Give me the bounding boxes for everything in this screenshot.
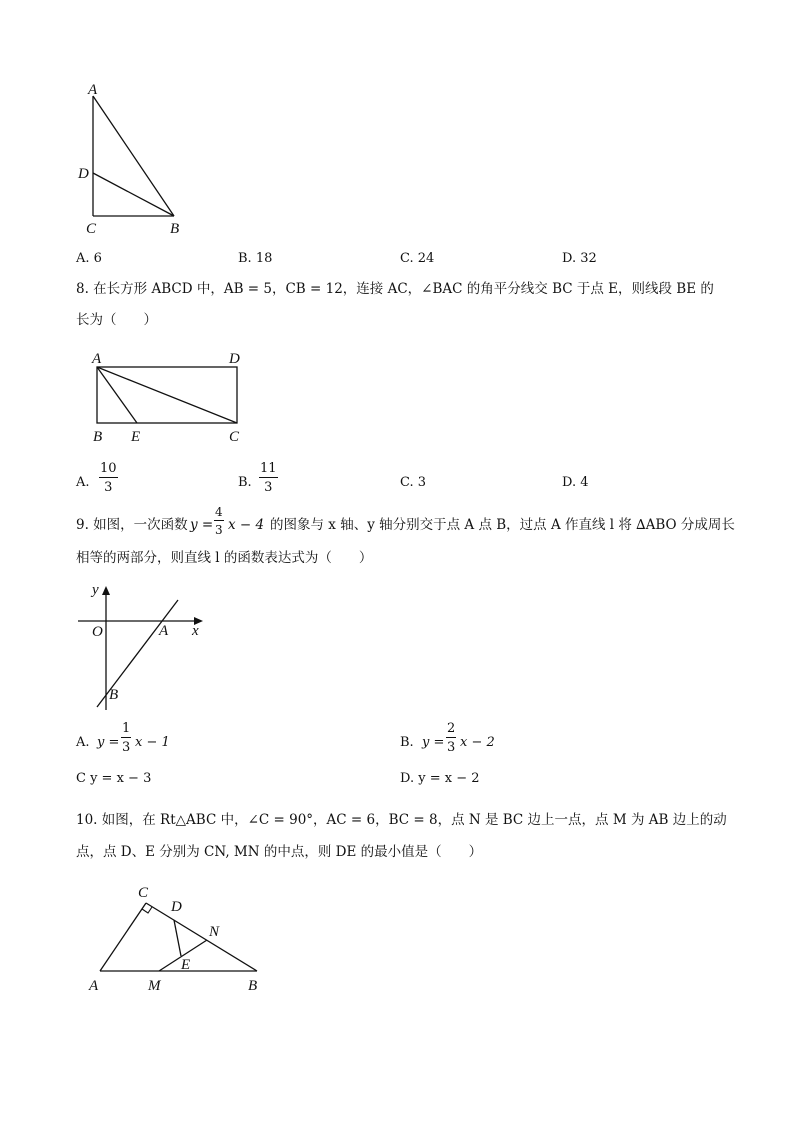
q10-label-c: C	[138, 885, 149, 901]
q8-label-e: E	[131, 429, 141, 445]
q8-option-a-numerator: 10	[100, 461, 117, 476]
q8-label-c: C	[229, 429, 240, 445]
q9-question-line1-end: 的图象与 x 轴、y 轴分别交于点 A 点 B，过点 A 作直线 l 将 ∆ABO 分成周长	[270, 517, 735, 533]
q8-question-line2: 长为（ ）	[76, 312, 157, 328]
q9-option-d: D. y = x − 2	[400, 771, 480, 786]
q7-segment-ab	[93, 96, 174, 216]
q9-option-a-prefix: A.	[76, 735, 90, 750]
q9-option-b-denominator: 3	[447, 740, 456, 755]
q7-option-a: A. 6	[76, 251, 102, 266]
q8-option-d: D. 4	[562, 475, 589, 490]
q8-label-a: A	[92, 351, 102, 367]
q7-label-a: A	[88, 82, 98, 98]
q10-label-b: B	[248, 978, 258, 994]
q8-label-d: D	[229, 351, 240, 367]
q9-option-b-prefix: B.	[400, 735, 414, 750]
q9-option-c: C y = x − 3	[76, 771, 152, 786]
q10-right-angle-mark	[142, 907, 152, 913]
q7-option-c: C. 24	[400, 251, 435, 266]
q9-option-a-fraction	[121, 721, 131, 755]
q8-option-b-prefix: B.	[238, 475, 252, 490]
q10-triangle-figure	[85, 880, 275, 995]
q9-option-b-lhs: y =	[422, 735, 445, 750]
q8-rectangle-figure	[85, 348, 255, 448]
q10-label-n: N	[209, 924, 220, 940]
q9-function-denominator: 3	[215, 523, 223, 537]
q10-segment-de	[174, 920, 181, 956]
q8-label-b: B	[93, 429, 103, 445]
q10-label-e: E	[181, 957, 191, 973]
q7-label-c: C	[86, 221, 97, 237]
q9-option-a-denominator: 3	[122, 740, 131, 755]
q9-option-b-rhs: x − 2	[460, 735, 495, 750]
q9-label-o: O	[92, 624, 103, 640]
q7-label-b: B	[170, 221, 180, 237]
q8-option-a-denominator: 3	[104, 480, 113, 495]
q7-option-d: D. 32	[562, 251, 597, 266]
q9-label-x: x	[192, 623, 199, 639]
q9-function-numerator: 4	[215, 505, 223, 519]
q8-option-a-fraction	[99, 461, 118, 495]
q10-label-d: D	[171, 899, 182, 915]
q9-option-b-fraction	[446, 721, 456, 755]
q9-label-a: A	[159, 623, 169, 639]
q8-option-b-denominator: 3	[264, 480, 273, 495]
q9-function-rhs: x − 4	[228, 517, 265, 533]
q9-option-b-numerator: 2	[447, 721, 456, 736]
q10-segment-ac	[100, 903, 146, 971]
q7-triangle-figure	[70, 80, 200, 240]
q10-label-a: A	[89, 978, 99, 994]
q8-option-a-prefix: A.	[76, 475, 90, 490]
q8-option-c: C. 3	[400, 475, 427, 490]
q9-function-fraction	[214, 505, 224, 537]
q7-segment-db	[93, 173, 174, 216]
q9-y-axis-arrow	[102, 586, 110, 595]
q7-label-d: D	[78, 166, 89, 182]
q9-label-y: y	[92, 582, 99, 598]
q9-option-a-numerator: 1	[122, 721, 131, 736]
q9-coordinate-figure	[70, 580, 220, 715]
q9-question-line2: 相等的两部分，则直线 l 的函数表达式为（ ）	[76, 550, 373, 566]
q9-option-a-lhs: y =	[97, 735, 120, 750]
q9-option-a-rhs: x − 1	[135, 735, 170, 750]
q9-function-lhs: y =	[190, 517, 214, 533]
q9-question-line1-start: 9. 如图，一次函数	[76, 517, 188, 533]
q9-label-b: B	[109, 687, 119, 703]
q10-segment-cb	[146, 903, 257, 971]
q8-question-line1: 8. 在长方形 ABCD 中，AB = 5，CB = 12，连接 AC，∠BAC 的角平分线交 BC 于点 E，则线段 BE 的	[76, 281, 714, 297]
q10-question-line2: 点，点 D、E 分别为 CN, MN 的中点，则 DE 的最小值是（ ）	[76, 844, 483, 860]
q10-label-m: M	[148, 978, 161, 994]
q8-option-b-fraction	[259, 461, 278, 495]
q7-option-b: B. 18	[238, 251, 273, 266]
q8-option-b-numerator: 11	[260, 461, 277, 476]
q10-question-line1: 10. 如图，在 Rt△ABC 中，∠C = 90°，AC = 6，BC = 8，点 N 是 BC 边上一点，点 M 为 AB 边上的动	[76, 812, 727, 828]
q8-segment-ac	[97, 367, 237, 423]
